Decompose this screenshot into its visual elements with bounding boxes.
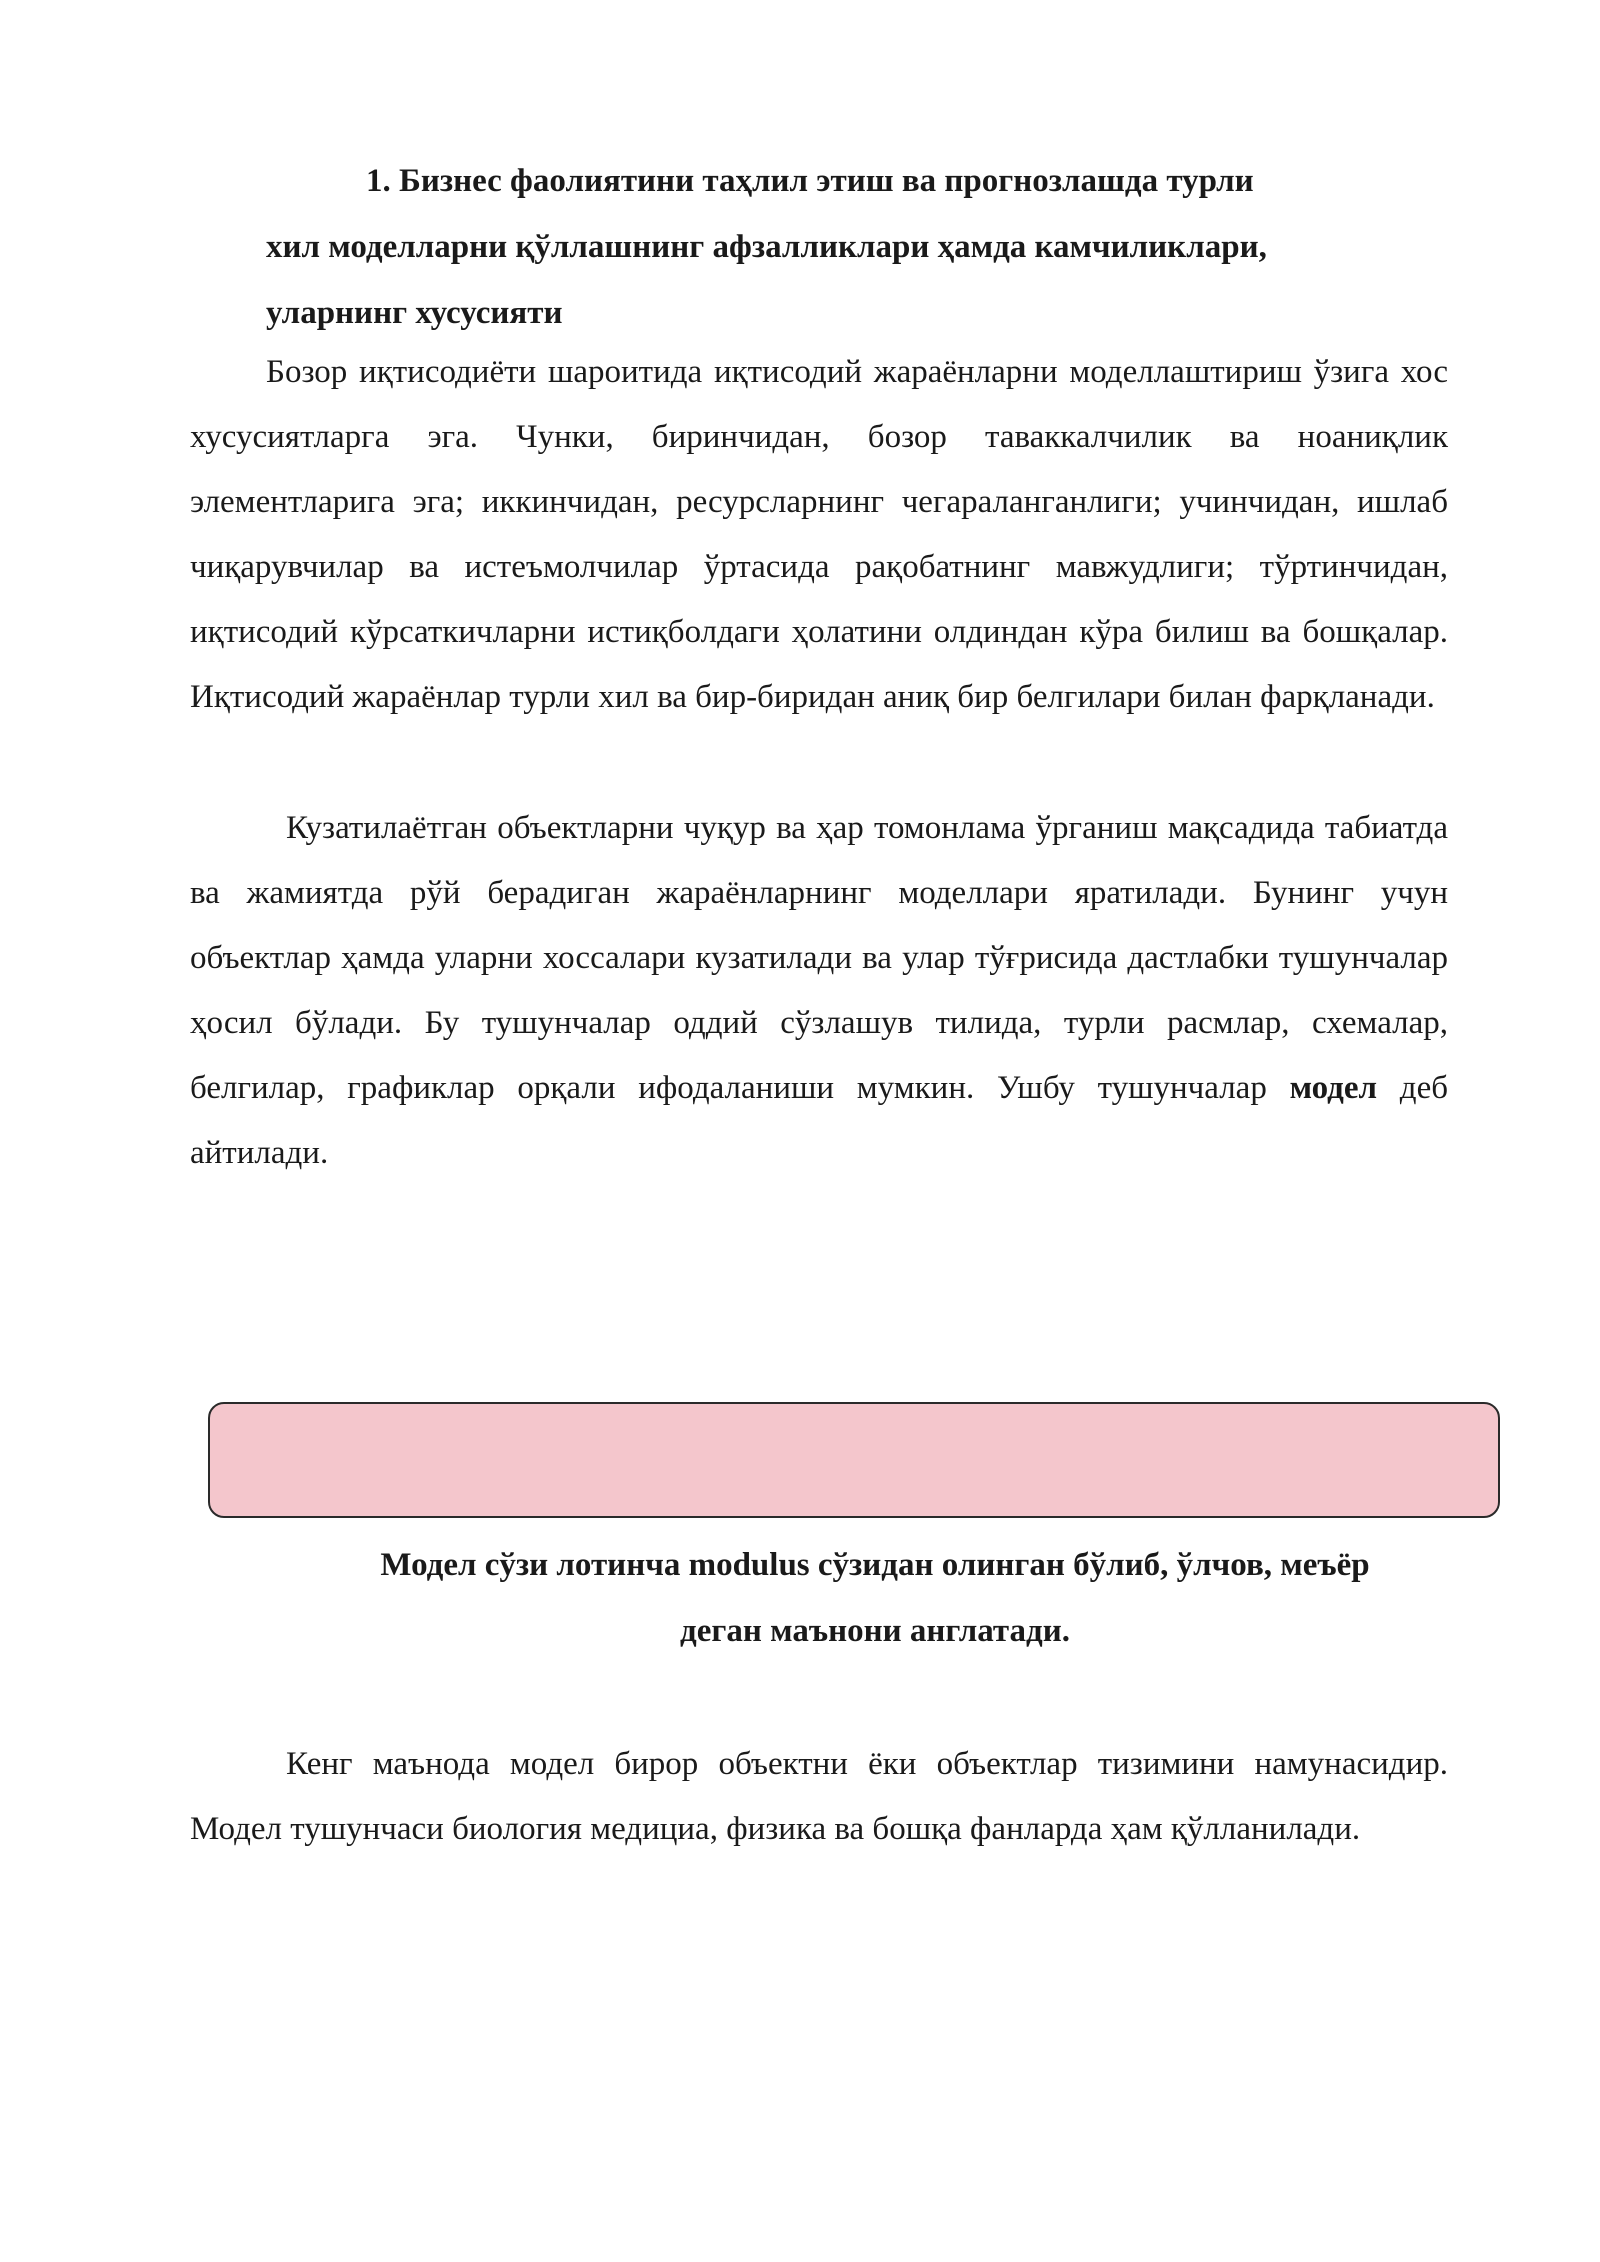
model-term: модел bbox=[1289, 1070, 1378, 1106]
heading-line-1: 1. Бизнес фаолиятини таҳлил этиш ва прогнозлашда турли bbox=[366, 163, 1254, 199]
section-heading bbox=[266, 148, 1466, 346]
heading-line-2: хил моделларни қўллашнинг афзалликлари ҳамда камчиликлари, bbox=[266, 229, 1267, 265]
paragraph-broad-meaning: Кенг маънода модел бирор объектни ёки объектлар тизимини намунасидир. Модел тушунчаси биология медициа, физика ва бошқа фанларда ҳам қўлланилади. bbox=[190, 1746, 1448, 1847]
paragraph-market-economy: Бозор иқтисодиёти шароитида иқтисодий жараёнларни моделлаштириш ўзига хос хусусиятларга эга. Чунки, биринчидан, бозор таваккалчилик ва ноаниқлик элементларига эга; иккинчидан, ресурсларнинг чегараланганлиги; учинчидан, ишлаб чиқарувчилар ва истеъмолчилар ўртасида рақобатнинг мавжудлиги; тўртинчидан, иқтисодий кўрсаткичларни истиқболдаги ҳолатини олдиндан кўра билиш ва бошқалар. Иқтисодий жараёнлар турли хил ва бир-биридан аниқ бир белгилари билан фарқланади. bbox=[190, 354, 1448, 715]
model-word-definition bbox=[300, 1532, 1450, 1664]
paragraph-2-ending: деб айтилади. bbox=[190, 1070, 1449, 1171]
heading-line-3: уларнинг хусусияти bbox=[266, 295, 563, 331]
paragraph-2-text: Кузатилаётган объектларни чуқур ва ҳар томонлама ўрганиш мақсадида табиатда ва жамиятда рўй берадиган жараёнларнинг моделлари яратилади. Бунинг учун объектлар ҳамда уларни хоссалари кузатилади ва улар тўғрисида дастлабки тушунчалар ҳосил бўлади. Бу тушунчалар оддий сўзлашув тилида, турли расмлар, схемалар, белгилар, графиклар орқали ифодаланиши мумкин. Ушбу тушунчалар bbox=[190, 810, 1448, 1106]
paragraph-model-definition-context bbox=[190, 796, 1448, 1186]
definition-line-2: деган маънони англатади. bbox=[680, 1613, 1070, 1649]
definition-line-1: Модел сўзи лотинча modulus сўзидан олинган бўлиб, ўлчов, меъёр bbox=[380, 1547, 1370, 1583]
highlight-box bbox=[208, 1402, 1500, 1518]
